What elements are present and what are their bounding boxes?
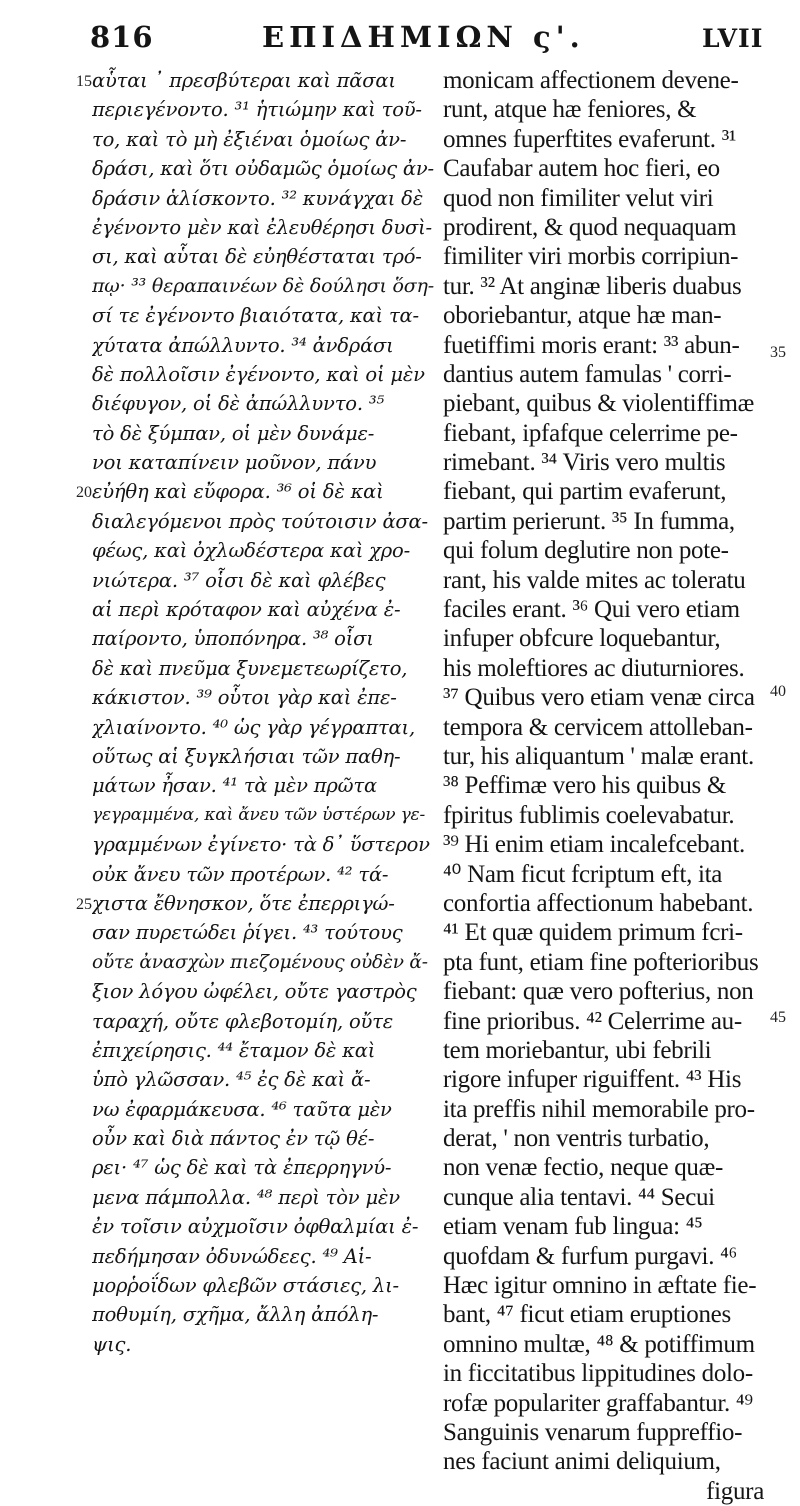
greek-text-line: δράσιν ἁλίσκοντο. ³² κυνάγχαι δὲ bbox=[92, 186, 423, 210]
greek-text-line: ἐγένοντο μὲν καὶ ἐλευθέρησι δυσὶ- bbox=[92, 215, 432, 239]
page-number: 816 bbox=[90, 20, 154, 54]
latin-text-line: rigore infuper riguiffent. ⁴³ His bbox=[443, 1066, 742, 1094]
latin-text-line: cunque alia tentavi. ⁴⁴ Secui bbox=[443, 1183, 715, 1211]
latin-text-line: Hæc igitur omnino in æftate fie- bbox=[443, 1272, 757, 1300]
latin-text-line: rofæ populariter graffabantur. ⁴⁹ bbox=[443, 1389, 753, 1417]
latin-text-line: fiebant: quæ vero pofterius, non bbox=[443, 978, 754, 1006]
latin-text-line: ⁴¹ Et quæ quidem primum fcri- bbox=[443, 919, 743, 947]
greek-text-line: εὐήθη καὶ εὔφορα. ³⁶ οἱ δὲ καὶ bbox=[92, 480, 384, 504]
greek-text-line: οὔτε ἀνασχὼν πιεζομένους οὐδὲν ἄ- bbox=[92, 951, 428, 973]
latin-text-line: fuetiffimi moris erant: ³³ abun- bbox=[443, 331, 740, 359]
greek-text-line: τὸ δὲ ξύμπαν, οἱ μὲν δυνάμε- bbox=[92, 421, 375, 445]
greek-text-line: γεγραμμένα, καὶ ἄνευ τῶν ὑστέρων γε- bbox=[92, 804, 426, 825]
greek-text-line: αὗται ᾽ πρεσβύτεραι καὶ πᾶσαι bbox=[92, 69, 396, 92]
latin-text-line: fine prioribus. ⁴² Celerrime au- bbox=[443, 1007, 742, 1035]
greek-text-line: οὐκ ἄνευ τῶν προτέρων. ⁴² τά- bbox=[92, 862, 389, 886]
latin-text-line: partim perierunt. ³⁵ In fumma, bbox=[443, 507, 735, 535]
latin-text-line: tempora & cervicem attolleban- bbox=[443, 713, 753, 741]
latin-text-line: oboriebantur, atque hæ man- bbox=[443, 302, 722, 330]
latin-text-line: rant, his valde mites ac toleratu bbox=[443, 566, 746, 594]
latin-text-line: in ficcitatibus lippitudines dolo- bbox=[443, 1360, 753, 1388]
greek-text-line: ἐν τοῖσιν αὐχμοῖσιν ὀφθαλμίαι ἐ- bbox=[92, 1215, 419, 1239]
latin-text-line: pta funt, etiam fine pofterioribus bbox=[443, 948, 759, 976]
greek-text-line: σαν πυρετώδει ῥίγει. ⁴³ τούτους bbox=[92, 921, 403, 945]
greek-text-line: ποθυμίη, σχῆμα, ἄλλη ἀπόλη- bbox=[92, 1303, 379, 1327]
latin-text-line: quod non fimiliter velut viri bbox=[443, 184, 714, 212]
greek-text-line: χλιαίνοντο. ⁴⁰ ὡς γὰρ γέγραπται, bbox=[92, 715, 415, 739]
line-number-left-20: 20 bbox=[76, 484, 92, 501]
running-title: ΕΠΙΔΗΜΙΩΝ ς'. bbox=[262, 20, 585, 54]
latin-text-line: fiebant, ipfafque celerrime pe- bbox=[443, 419, 738, 447]
latin-text-line: Caufabar autem hoc fieri, eo bbox=[443, 155, 720, 183]
latin-text-line: dantius autem famulas ' corri- bbox=[443, 360, 732, 388]
line-number-left-25: 25 bbox=[76, 896, 92, 913]
latin-text-line: tur, his aliquantum ' malæ erant. bbox=[443, 742, 754, 770]
greek-text-line: ξιον λόγου ὠφέλει, οὔτε γαστρὸς bbox=[92, 980, 417, 1004]
latin-text-line: ³⁹ Hi enim etiam incalefcebant. bbox=[443, 831, 745, 859]
latin-text-line: etiam venam fub lingua: ⁴⁵ bbox=[443, 1213, 703, 1241]
latin-text-column bbox=[443, 66, 766, 1506]
latin-text-line: piebant, quibus & violentiffimæ bbox=[443, 390, 755, 418]
latin-text-line: ita preffis nihil memorabile pro- bbox=[443, 1095, 755, 1123]
greek-text-line: σί τε ἐγένοντο βιαιότατα, καὶ τα- bbox=[92, 304, 419, 328]
latin-text-line: Sanguinis venarum fuppreffio- bbox=[443, 1418, 743, 1446]
greek-text-line: αἱ περὶ κρόταφον καὶ αὐχένα ἐ- bbox=[92, 598, 401, 622]
latin-text-line: his moleftiores ac diuturniores. bbox=[443, 654, 745, 682]
greek-text-line: ἐπιχείρησις. ⁴⁴ ἔταμον δὲ καὶ bbox=[92, 1038, 376, 1062]
greek-text-line: περιεγένοντο. ³¹ ἡτιώμην καὶ τοῦ- bbox=[92, 98, 422, 122]
latin-text-line: omnes fuperftites evaferunt. ³¹ bbox=[443, 125, 737, 153]
greek-text-line: ταραχή, οὔτε φλεβοτομίη, οὔτε bbox=[92, 1009, 393, 1033]
latin-text-line: fimiliter viri morbis corripiun- bbox=[443, 243, 739, 271]
latin-text-line: ⁴⁰ Nam ficut fcriptum eft, ita bbox=[443, 860, 723, 888]
latin-text-line: prodirent, & quod nequaquam bbox=[443, 213, 737, 241]
latin-text-line: tur. ³² At anginæ liberis duabus bbox=[443, 272, 742, 300]
latin-text-line: ³⁷ Quibus vero etiam venæ circa bbox=[443, 684, 755, 712]
greek-text-line: το, καὶ τὸ μὴ ἐξιέναι ὁμοίως ἀν- bbox=[92, 127, 407, 151]
greek-text-line: νιώτερα. ³⁷ οἷσι δὲ καὶ φλέβες bbox=[92, 568, 386, 592]
latin-text-line: bant, ⁴⁷ ficut etiam eruptiones bbox=[443, 1301, 731, 1329]
greek-text-line: μορῥοΐδων φλεβῶν στάσιες, λι- bbox=[92, 1274, 399, 1298]
greek-text-line: μενα πάμπολλα. ⁴⁸ περὶ τὸν μὲν bbox=[92, 1185, 400, 1209]
line-number-right-45: 45 bbox=[770, 1009, 786, 1026]
greek-text-line: οὖν καὶ διὰ πάντος ἐν τῷ θέ- bbox=[92, 1127, 375, 1151]
latin-text-line: omnino multæ, ⁴⁸ & potiffimum bbox=[443, 1330, 755, 1358]
greek-text-line: πεδήμησαν ὀδυνώδεες. ⁴⁹ Αἱ- bbox=[92, 1244, 372, 1268]
latin-text-line: derat, ' non ventris turbatio, bbox=[443, 1125, 710, 1153]
greek-text-column bbox=[92, 66, 434, 1359]
greek-text-line: παίροντο, ὑποπόνηρα. ³⁸ οἷσι bbox=[92, 627, 374, 651]
greek-text-line: φέως, καὶ ὀχλωδέστερα καὶ χρο- bbox=[92, 539, 410, 563]
greek-text-line: δὲ καὶ πνεῦμα ξυνεμετεωρίζετο, bbox=[92, 656, 408, 680]
greek-text-line: οὕτως αἱ ξυγκλήσιαι τῶν παθη- bbox=[92, 744, 401, 768]
greek-text-line: πῳ· ³³ θεραπαινέων δὲ δούλησι ὅση- bbox=[92, 274, 434, 297]
greek-text-line: ὑπὸ γλῶσσαν. ⁴⁵ ἐς δὲ καὶ ἄ- bbox=[92, 1068, 371, 1092]
latin-text-line: faciles erant. ³⁶ Qui vero etiam bbox=[443, 596, 740, 624]
greek-text-line: διέφυγον, οἱ δὲ ἀπώλλυντο. ³⁵ bbox=[92, 392, 385, 416]
greek-text-line: δράσι, καὶ ὅτι οὐδαμῶς ὁμοίως ἀν- bbox=[92, 157, 434, 181]
latin-text-line: runt, atque hæ feniores, & bbox=[443, 96, 697, 124]
latin-text-line: confortia affectionum habebant. bbox=[443, 889, 754, 917]
greek-text-line: διαλεγόμενοι πρὸς τούτοισιν ἀσα- bbox=[92, 509, 428, 533]
latin-text-line: figura bbox=[706, 1477, 764, 1505]
greek-text-line: δὲ πολλοῖσιν ἐγένοντο, καὶ οἱ μὲν bbox=[92, 362, 425, 386]
greek-text-line: χιστα ἔθνησκον, ὅτε ἐπερριγώ- bbox=[92, 891, 395, 915]
greek-text-line: ψις. bbox=[92, 1332, 132, 1356]
greek-text-line: σι, καὶ αὗται δὲ εὐηθέσταται τρό- bbox=[92, 245, 422, 269]
greek-text-line: κάκιστον. ³⁹ οὗτοι γὰρ καὶ ἐπε- bbox=[92, 686, 397, 710]
greek-text-line: νω ἐφαρμάκευσα. ⁴⁶ ταῦτα μὲν bbox=[92, 1097, 392, 1121]
latin-text-line: infuper obfcure loquebantur, bbox=[443, 625, 721, 653]
greek-text-line: χύτατα ἀπώλλυντο. ³⁴ ἀνδράσι bbox=[92, 333, 394, 357]
latin-text-line: qui folum deglutire non pote- bbox=[443, 537, 729, 565]
latin-text-line: fpiritus fublimis coelevabatur. bbox=[443, 801, 735, 829]
greek-text-line: μάτων ἦσαν. ⁴¹ τὰ μὲν πρῶτα bbox=[92, 774, 377, 798]
greek-text-line: γραμμένων ἐγίνετο· τὰ δ᾽ ὕστερον bbox=[92, 833, 430, 857]
greek-text-line: ρει· ⁴⁷ ὡς δὲ καὶ τὰ ἐπερρηγνύ- bbox=[92, 1156, 392, 1180]
latin-text-line: tem moriebantur, ubi febrili bbox=[443, 1036, 712, 1064]
line-number-right-35: 35 bbox=[770, 344, 786, 361]
latin-text-line: rimebant. ³⁴ Viris vero multis bbox=[443, 449, 726, 477]
greek-text-line: νοι καταπίνειν μοῦνον, πάνυ bbox=[92, 451, 377, 475]
line-number-left-15: 15 bbox=[76, 73, 92, 90]
latin-text-line: non venæ fectio, neque quæ- bbox=[443, 1154, 724, 1182]
latin-text-line: nes faciunt animi deliquium, bbox=[443, 1448, 721, 1476]
latin-text-line: monicam affectionem devene- bbox=[443, 67, 739, 94]
latin-text-line: fiebant, qui partim evaferunt, bbox=[443, 478, 727, 506]
latin-text-line: ³⁸ Peffimæ vero his quibus & bbox=[443, 772, 727, 800]
section-number: LVII bbox=[702, 24, 764, 53]
line-number-right-40: 40 bbox=[770, 683, 786, 700]
latin-text-line: quofdam & furfum purgavi. ⁴⁶ bbox=[443, 1242, 737, 1270]
